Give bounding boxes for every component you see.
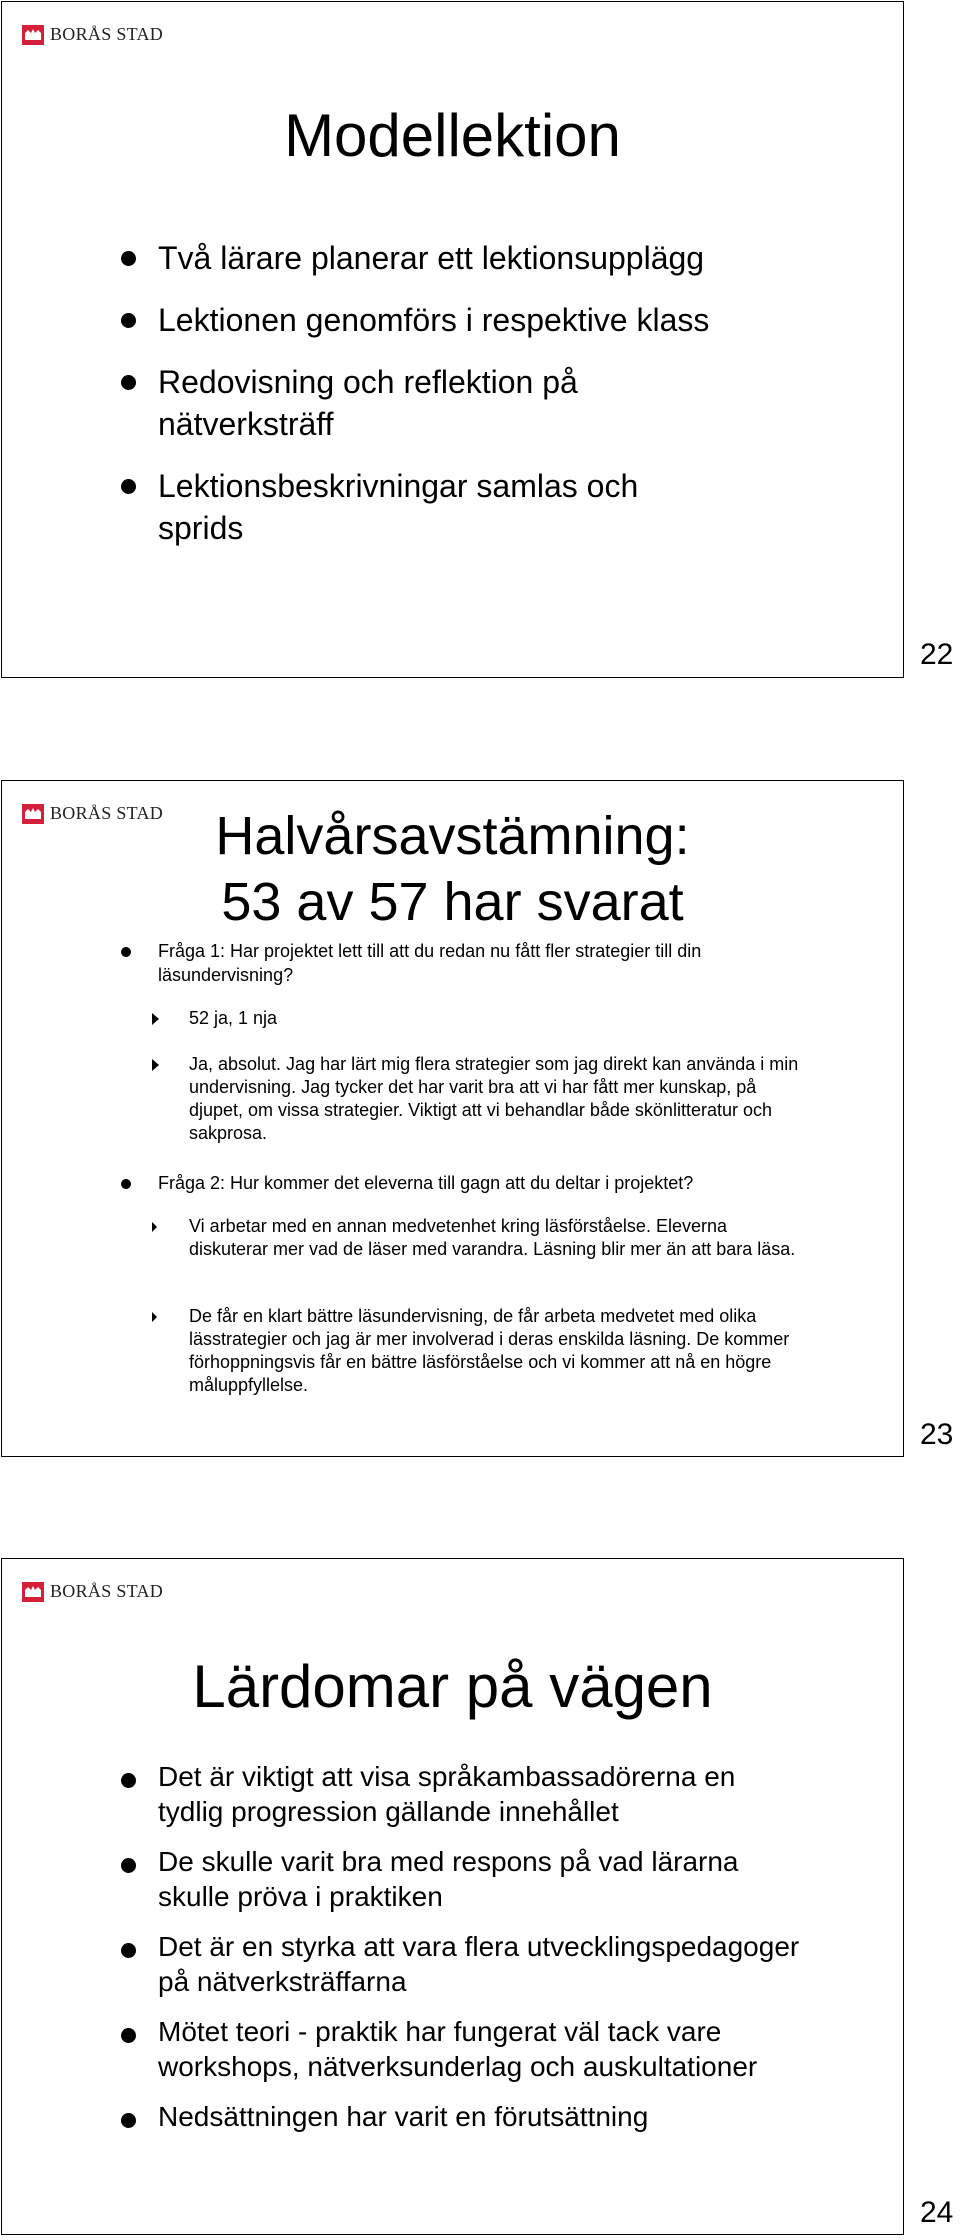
question-2: Fråga 2: Hur kommer det eleverna till gagn att du deltar i projektet? [2,1171,958,1195]
city-crest-icon [22,1582,44,1602]
list-item: Två lärare planerar ett lektionsupplägg [2,237,858,279]
logo [22,1581,163,1602]
page-number: 24 [920,2196,954,2229]
arrow-bullet-icon [152,1222,157,1232]
bullet-icon [121,1773,136,1788]
slide-23 [1,780,904,1457]
logo-text: BORÅS STAD [50,24,164,44]
list-item: Lektionsbeskrivningar samlas och sprids [2,465,718,549]
answer-item: Vi arbetar med en annan medvetenhet kring läsförståelse. Eleverna diskuterar mer vad de läser med varandra. Läsning blir mer än att bara läsa. [2,1215,802,1261]
bullet-icon [121,251,136,266]
bullet-icon [121,479,136,494]
bullet-icon [121,313,136,328]
slide-22 [1,1,904,678]
logo [22,24,163,45]
page-number: 23 [920,1418,954,1451]
logo-text: BORÅS STAD [50,803,164,823]
bullet-icon [121,375,136,390]
answer-item: Ja, absolut. Jag har lärt mig flera strategier som jag direkt kan använda i min undervisning. Jag tycker det har varit bra att vi har fått mer kunskap, på djupet, om vissa strategier. Viktigt att vi behandlar både skönlitteratur och sakprosa. [2,1053,802,1145]
list-item: De skulle varit bra med respons på vad lärarna skulle pröva i praktiken [2,1844,808,1914]
logo-text: BORÅS STAD [50,1581,164,1601]
answer-item: De får en klart bättre läsundervisning, de får arbeta medvetet med olika lässtrategier och jag är mer involverad i deras enskilda läsning. De kommer förhoppningsvis får en bättre läsförståelse och vi kommer att nå en högre måluppfyllelse. [2,1305,802,1397]
bullet-list [2,237,858,569]
slide-title: Modellektion [284,102,621,169]
answer-item: 52 ja, 1 nja [2,1007,802,1030]
bullet-icon [121,1943,136,1958]
bullet-icon [121,2028,136,2043]
list-item: Redovisning och reflektion på nätverksträff [2,361,678,445]
arrow-bullet-icon [152,1312,157,1322]
bullet-icon [121,2113,136,2128]
bullet-list [2,1759,858,2154]
list-item: Det är en styrka att vara flera utvecklingspedagoger på nätverksträffarna [2,1929,808,1999]
slide-title: Lärdomar på vägen [192,1653,713,1720]
slide-title [2,803,903,935]
city-crest-icon [22,25,44,45]
question-1: Fråga 1: Har projektet lett till att du redan nu fått fler strategier till din läsundervisning? [2,939,818,987]
arrow-bullet-icon [152,1013,159,1025]
bullet-icon [121,1858,136,1873]
list-item: Det är viktigt att visa språkambassadörerna en tydlig progression gällande innehållet [2,1759,808,1829]
arrow-bullet-icon [152,1059,159,1071]
slide-24 [1,1558,904,2235]
list-item: Mötet teori - praktik har fungerat väl tack vare workshops, nätverksunderlag och auskultationer [2,2014,858,2084]
bullet-icon [121,1179,131,1189]
list-item: Lektionen genomförs i respektive klass [2,299,858,341]
title-line-2: 53 av 57 har svarat [221,872,684,932]
page-number: 22 [920,638,954,671]
list-item: Nedsättningen har varit en förutsättning [2,2099,858,2134]
bullet-icon [121,947,131,957]
title-line-1: Halvårsavstämning: [215,806,690,866]
